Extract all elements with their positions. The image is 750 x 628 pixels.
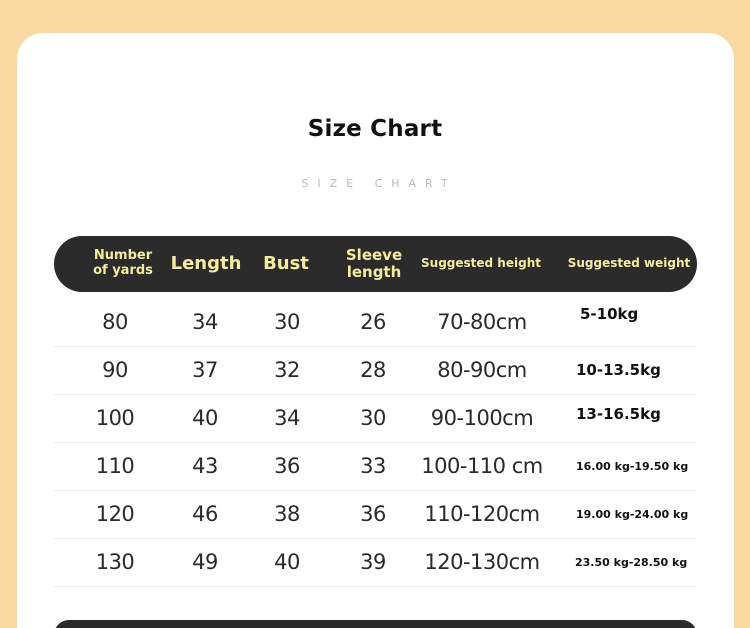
cell-yards: 100 (95, 406, 135, 430)
table-row (54, 442, 697, 491)
header-sleeve-length: Sleeve length (345, 245, 403, 281)
page-subtitle: SIZE CHART (301, 177, 457, 190)
header-number-of-yards: Number of yards (93, 248, 153, 278)
table-row (54, 346, 697, 395)
header-length: Length (170, 252, 242, 274)
cell-bust: 36 (274, 454, 300, 478)
next-section-bar (54, 620, 697, 628)
table-row (54, 490, 697, 539)
cell-height: 80-90cm (437, 358, 527, 382)
cell-sleeve: 39 (360, 550, 386, 574)
cell-yards: 120 (95, 502, 135, 526)
cell-weight: 23.50 kg-28.50 kg (575, 555, 688, 569)
cell-bust: 30 (274, 310, 300, 334)
cell-weight: 13-16.5kg (576, 405, 661, 423)
cell-sleeve: 26 (360, 310, 386, 334)
cell-bust: 40 (274, 550, 300, 574)
cell-length: 46 (192, 502, 218, 526)
table-row (54, 394, 697, 443)
table-header (54, 236, 697, 292)
cell-yards: 80 (102, 310, 128, 334)
cell-length: 43 (192, 454, 218, 478)
cell-height: 70-80cm (437, 310, 527, 334)
cell-height: 90-100cm (430, 406, 534, 430)
table-row (54, 538, 697, 587)
cell-yards: 90 (102, 358, 128, 382)
cell-weight: 10-13.5kg (576, 361, 661, 379)
cell-bust: 32 (274, 358, 300, 382)
cell-sleeve: 33 (360, 454, 386, 478)
cell-sleeve: 28 (360, 358, 386, 382)
cell-bust: 34 (274, 406, 300, 430)
cell-length: 40 (192, 406, 218, 430)
cell-height: 110-120cm (424, 502, 540, 526)
cell-length: 49 (192, 550, 218, 574)
cell-bust: 38 (274, 502, 300, 526)
cell-sleeve: 36 (360, 502, 386, 526)
cell-weight: 5-10kg (580, 305, 639, 323)
cell-length: 34 (192, 310, 218, 334)
header-suggested-height: Suggested height (421, 256, 541, 271)
header-suggested-weight: Suggested weight (567, 256, 691, 271)
page-title: Size Chart (307, 116, 443, 142)
header-bust: Bust (263, 252, 309, 274)
table-row (54, 298, 697, 347)
cell-yards: 110 (95, 454, 135, 478)
cell-height: 120-130cm (424, 550, 540, 574)
cell-weight: 16.00 kg-19.50 kg (576, 459, 689, 473)
cell-sleeve: 30 (360, 406, 386, 430)
cell-weight: 19.00 kg-24.00 kg (576, 507, 689, 521)
cell-length: 37 (192, 358, 218, 382)
cell-height: 100-110 cm (421, 454, 543, 478)
cell-yards: 130 (95, 550, 135, 574)
